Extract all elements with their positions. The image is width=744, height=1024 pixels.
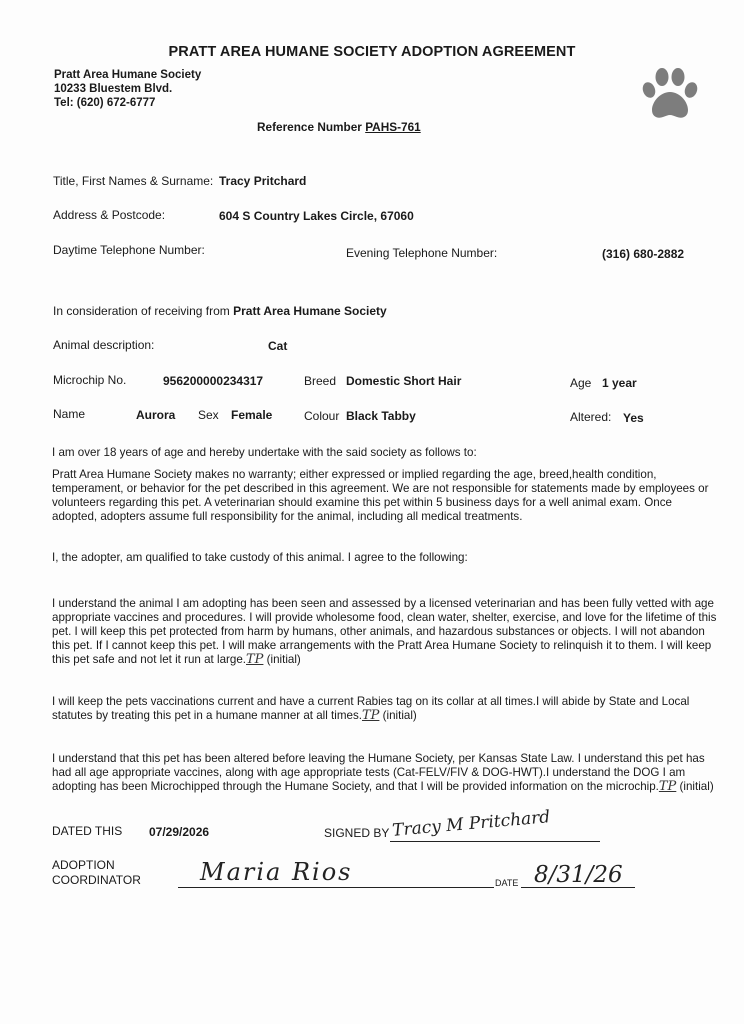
coordinator-label-1: ADOPTION [52,858,115,872]
reference-number [257,120,421,134]
vaccination-text: I will keep the pets vaccinations current and have a current Rabies tag on its collar at all times.I will abide by State and Local statutes by treating this pet in a humane manner at all times. [52,695,690,722]
over-18-statement: I am over 18 years of age and hereby undertake with the said society as follows to: [52,446,477,459]
date-line [521,887,635,888]
animal-description-label: Animal description: [53,338,155,352]
animal-description-value: Cat [268,339,288,353]
pet-name-label: Name [53,407,86,421]
adopter-signature: Tracy M Pritchard [391,807,551,841]
sex-label: Sex [198,408,219,422]
document-title: PRATT AREA HUMANE SOCIETY ADOPTION AGREEMENT [168,44,576,60]
evening-phone-label: Evening Telephone Number: [346,246,498,260]
colour-value: Black Tabby [346,409,416,423]
evening-phone-value: (316) 680-2882 [602,247,685,261]
dated-value: 07/29/2026 [149,825,210,839]
initials-1: TP [246,652,264,667]
initial-label-2: (initial) [382,709,417,722]
age-value: 1 year [602,376,637,390]
altered-label: Altered: [570,410,612,424]
age-label: Age [570,376,592,390]
reference-value: PAHS-761 [365,120,421,134]
care-agreement-text: I understand the animal I am adopting has been seen and assessed by a licensed veterinarian and has been fully vetted with age appropriate vaccines and procedures. I will provide wholesome food, clean water, shelter, exercise, and love for the lifetime of this pet. I will keep this pet protected from harm by humans, other animals, and hazardous substances or objects. I will not abandon this pet. If I cannot keep this pet. I will make arrangements with the Pratt Area Humane Society to relinquish it to them. I will keep this pet safe and not let it run at large. [52,597,717,666]
initials-2: TP [361,708,380,723]
microchip-label: Microchip No. [53,373,127,387]
altered-paragraph [52,752,714,794]
coordinator-label-2: COORDINATOR [52,873,141,887]
pet-name-value: Aurora [136,408,176,422]
daytime-phone-label: Daytime Telephone Number: [53,243,205,257]
adopter-name-value: Tracy Pritchard [219,174,307,188]
adopter-name-label: Title, First Names & Surname: [53,174,214,188]
initial-label-1: (initial) [266,653,301,666]
breed-value: Domestic Short Hair [346,374,462,388]
reference-label: Reference Number [257,120,362,134]
org-name: Pratt Area Humane Society [54,69,202,81]
adopter-address-label: Address & Postcode: [53,208,166,222]
care-agreement-paragraph [52,597,724,667]
initial-label-3: (initial) [679,780,714,793]
signature-line [390,841,600,842]
vaccination-paragraph [52,695,712,723]
org-address: 10233 Bluestem Blvd. [54,83,173,95]
date-label: DATE [495,878,519,888]
initials-3: TP [658,779,677,794]
adopter-address-value: 604 S Country Lakes Circle, 67060 [219,209,414,223]
microchip-value: 956200000234317 [163,374,264,388]
altered-value: Yes [623,411,644,425]
paw-print-icon [640,66,700,122]
qualified-statement: I, the adopter, am qualified to take custody of this animal. I agree to the following: [52,551,468,564]
coordinator-date: 8/31/26 [534,862,623,888]
consideration-text: In consideration of receiving from [53,304,230,318]
consideration-line [53,304,387,318]
dated-label: DATED THIS [52,824,123,838]
sex-value: Female [231,408,273,422]
colour-label: Colour [304,409,340,423]
altered-text: I understand that this pet has been altered before leaving the Humane Society, per Kansas State Law. I understand this pet has had all age appropriate vaccines, along with age appropriate tests (Cat-FELV/FIV & DOG-HWT).I understand the DOG I am adopting has been Microchipped through the Humane Society, and that I will be provided information on the microchip. [52,752,705,793]
signed-by-label: SIGNED BY [324,826,390,840]
breed-label: Breed [304,374,337,388]
warranty-paragraph: Pratt Area Humane Society makes no warranty; either expressed or implied regarding the age, breed,health condition, temperament, or behavior for the pet described in this agreement. We are not responsible for statements made by employees or volunteers regarding this pet. A veterinarian should examine this pet within 5 business days for a well animal exam. Once adopted, adopters assume full responsibility for the animal, including all medical treatments. [52,468,709,523]
org-phone: Tel: (620) 672-6777 [54,97,156,109]
coordinator-signature: Maria Rios [200,858,353,886]
coordinator-signature-line [178,887,494,888]
consideration-org: Pratt Area Humane Society [233,304,387,318]
